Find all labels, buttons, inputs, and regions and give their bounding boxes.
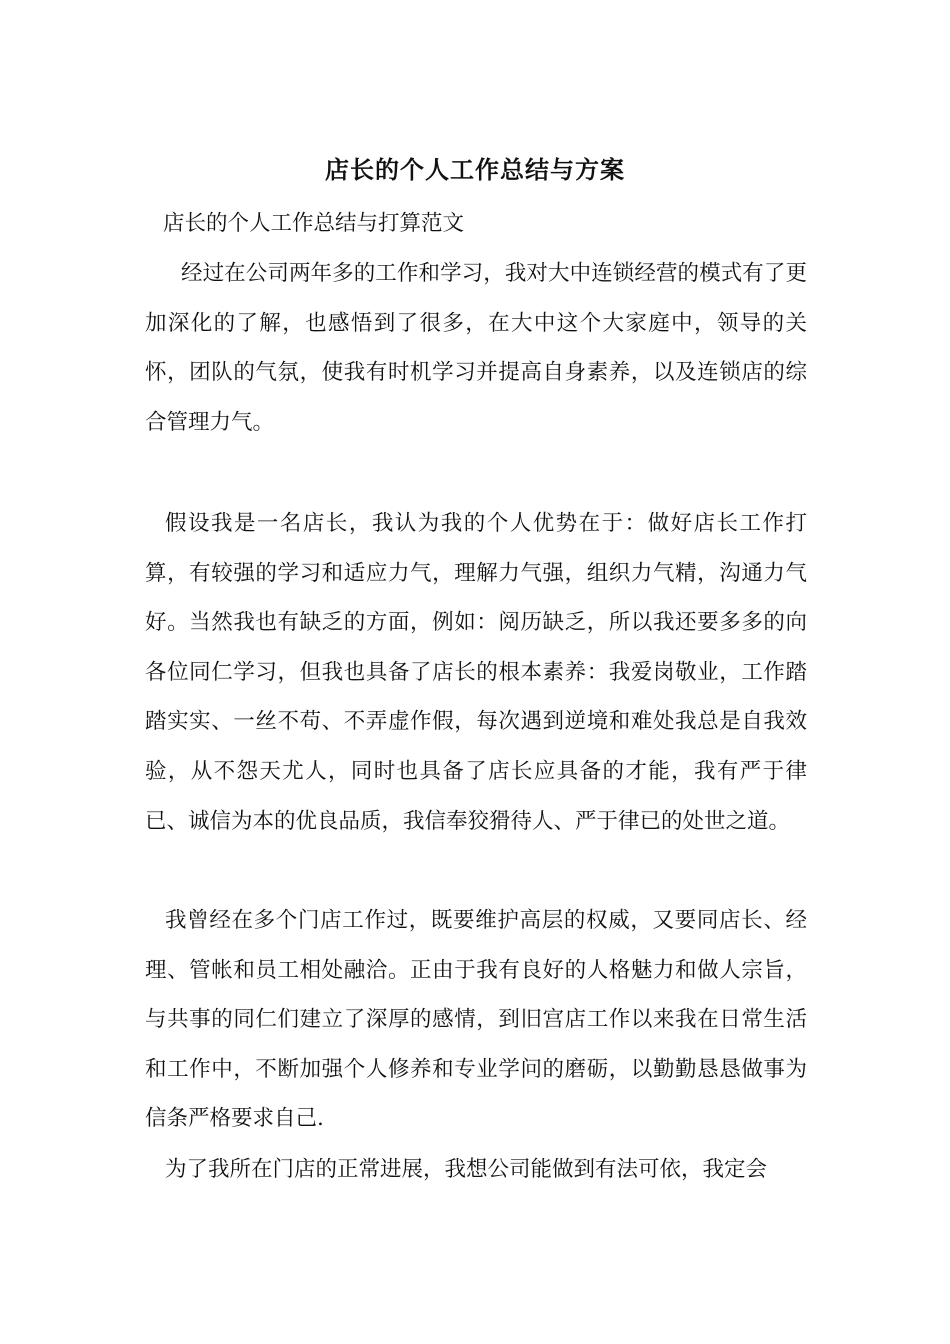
paragraph: 我曾经在多个门店工作过，既要维护高层的权威，又要同店长、经理、管帐和员工相处融洽。正由于我有良好的人格魅力和做人宗旨，与共事的同仁们建立了深厚的感情，到旧宫店工作以来我在日常生活和工作中，不断加强个人修养和专业学问的磨砺，以勤勤恳恳做事为信条严格要求自己. xyxy=(145,908,807,1132)
paragraph: 经过在公司两年多的工作和学习，我对大中连锁经营的模式有了更加深化的了解，也感悟到了很多，在大中这个大家庭中，领导的关怀，团队的气氛，使我有时机学习并提高自身素养，以及连锁店的综合管理力气。 xyxy=(145,261,807,435)
document-subtitle: 店长的个人工作总结与打算范文 xyxy=(163,211,465,236)
paragraph: 为了我所在门店的正常进展，我想公司能做到有法可依，我定会 xyxy=(165,1157,768,1182)
document-title: 店长的个人工作总结与方案 xyxy=(325,155,625,184)
paragraph: 假设我是一名店长，我认为我的个人优势在于：做好店长工作打算，有较强的学习和适应力气，理解力气强，组织力气精，沟通力气好。当然我也有缺乏的方面，例如：阅历缺乏，所以我还要多多的向各位同仁学习，但我也具备了店长的根本素养：我爱岗敬业，工作踏踏实实、一丝不苟、不弄虚作假，每次遇到逆境和难处我总是自我效验，从不怨天尤人，同时也具备了店长应具备的才能，我有严于律已、诚信为本的优良品质，我信奉狡猾待人、严于律已的处世之道。 xyxy=(145,511,807,834)
